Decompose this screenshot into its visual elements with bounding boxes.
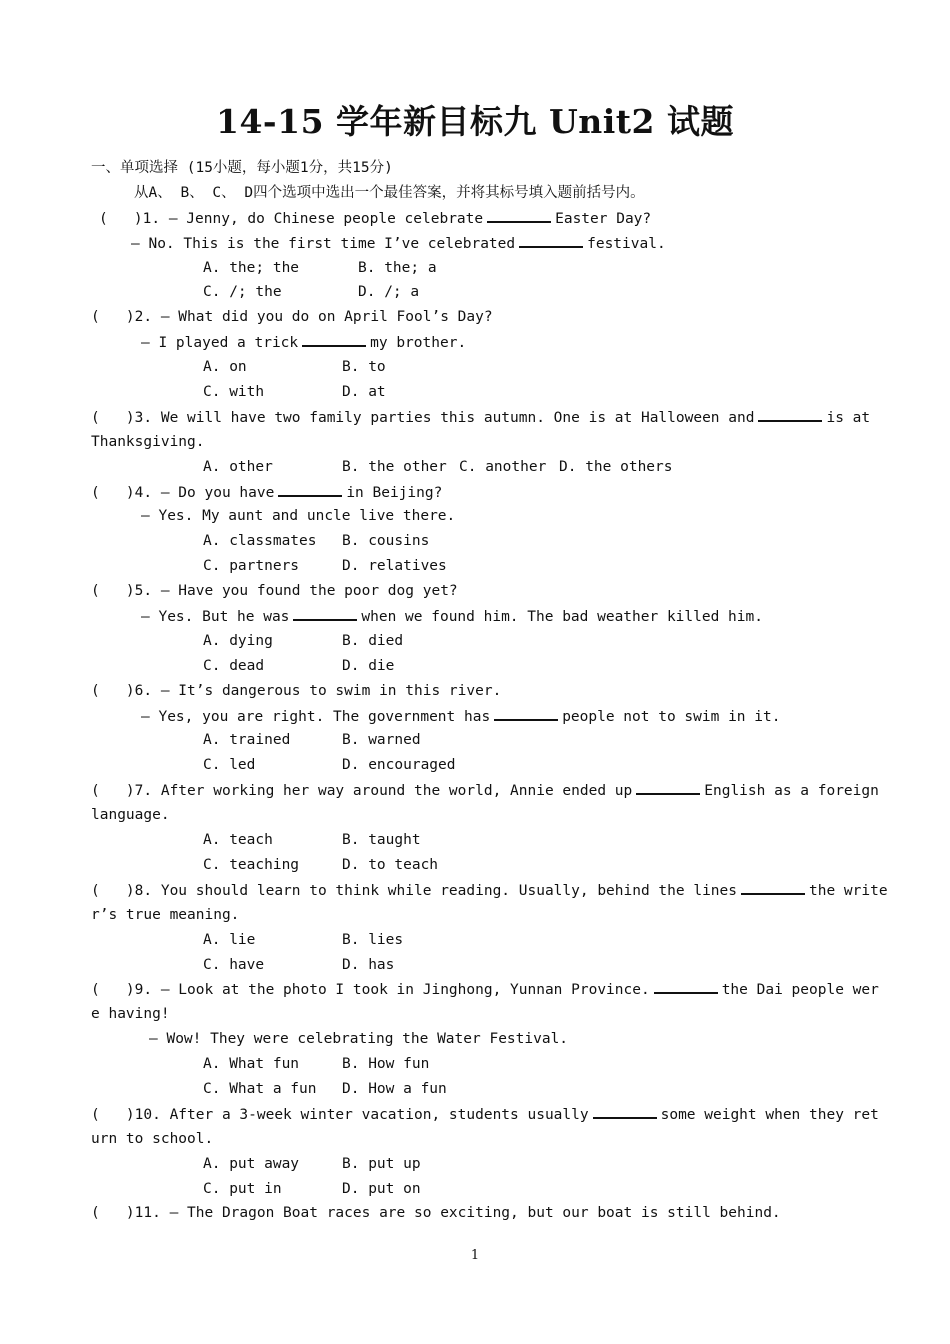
question-1-line2: [91, 231, 861, 256]
option-a: A. put away: [203, 1155, 300, 1172]
options-row: [91, 1177, 861, 1202]
instruction: 从A、 B、 C、 D四个选项中选出一个最佳答案，并将其标号填入题前括号内。: [134, 184, 645, 201]
question-1-line2-end: festival.: [587, 235, 666, 252]
option-a: A. the; the: [203, 259, 300, 276]
option-c: C. teaching: [203, 856, 300, 873]
options-row: [91, 828, 861, 853]
option-a: A. lie: [203, 931, 256, 948]
option-c: C. with: [203, 384, 265, 401]
question-2: ( )2. — What did you do on April Fool’s Day?: [91, 309, 493, 326]
question-2-line2-start: — I played a trick: [141, 335, 299, 352]
option-a: A. What fun: [203, 1056, 300, 1073]
option-a: A. trained: [203, 732, 291, 749]
option-a: A. classmates: [203, 533, 317, 550]
question-10-stem-end: some weight when they ret: [660, 1106, 879, 1123]
question-1: [91, 206, 861, 231]
question-3-line2: Thanksgiving.: [91, 433, 205, 450]
question-6-line2-start: — Yes, you are right. The government has: [141, 708, 491, 725]
option-d: D. has: [342, 956, 395, 973]
question-10-line2: urn to school.: [91, 1130, 214, 1147]
option-c: C. dead: [203, 657, 265, 674]
question-9: [91, 977, 879, 1002]
question-5-line2-start: — Yes. But he was: [141, 609, 290, 626]
option-c: C. partners: [203, 558, 300, 575]
question-4-stem-end: in Beijing?: [346, 484, 443, 501]
question-5-line2: [91, 604, 861, 629]
option-a: A. dying: [203, 632, 273, 649]
option-b: B. the other: [342, 458, 447, 475]
option-d: D. the others: [559, 458, 673, 475]
question-9-line2: e having!: [91, 1006, 170, 1023]
question-8: [91, 878, 888, 903]
answer-blank: [293, 604, 357, 621]
options-row: [91, 280, 861, 305]
options-row: [91, 629, 861, 654]
question-1-stem-end: Easter Day?: [555, 210, 652, 227]
answer-blank: [654, 977, 718, 994]
question-1-line2-start: — No. This is the first time I’ve celebrated: [131, 235, 516, 252]
option-d: D. How a fun: [342, 1080, 447, 1097]
option-a: A. on: [203, 359, 247, 376]
options-row: [91, 728, 861, 753]
option-c: C. put in: [203, 1180, 282, 1197]
options-row: [91, 1077, 861, 1102]
question-7-stem-end: English as a foreign: [704, 783, 879, 800]
page-title: 14-15 学年新目标九 Unit2 试题: [215, 102, 735, 141]
options-row: [91, 455, 861, 480]
question-4: [91, 480, 861, 505]
options-row: [91, 853, 861, 878]
question-7: [91, 778, 879, 803]
page-number: 1: [470, 1248, 480, 1263]
question-6-line2-end: people not to swim in it.: [562, 708, 781, 725]
answer-blank: [519, 231, 583, 248]
question-10: [91, 1102, 879, 1127]
answer-blank: [302, 330, 366, 347]
options-row: [91, 654, 861, 679]
answer-blank: [741, 878, 805, 895]
option-b: B. How fun: [342, 1056, 430, 1073]
option-c: C. What a fun: [203, 1080, 317, 1097]
options-row: [91, 1052, 861, 1077]
option-d: D. encouraged: [342, 757, 456, 774]
option-d: D. at: [342, 384, 386, 401]
question-list: [91, 156, 888, 1226]
question-8-stem-end: the write: [809, 882, 888, 899]
answer-blank: [494, 704, 558, 721]
option-b: B. cousins: [342, 533, 430, 550]
option-c: C. have: [203, 956, 265, 973]
answer-blank: [487, 206, 551, 223]
options-row: [91, 1152, 861, 1177]
question-3: [91, 405, 871, 430]
question-9-stem: ( )9. — Look at the photo I took in Jinghong, Yunnan Province.: [91, 982, 650, 999]
question-11: ( )11. — The Dragon Boat races are so exciting, but our boat is still behind.: [91, 1205, 781, 1222]
question-4-line2: — Yes. My aunt and uncle live there.: [141, 508, 456, 525]
question-9-stem-end: the Dai people wer: [721, 982, 879, 999]
question-3-stem: ( )3. We will have two family parties this autumn. One is at Halloween and: [91, 409, 755, 426]
answer-blank: [636, 778, 700, 795]
question-10-stem: ( )10. After a 3-week winter vacation, students usually: [91, 1106, 589, 1123]
option-a: A. other: [203, 458, 273, 475]
question-5: ( )5. — Have you found the poor dog yet?: [91, 583, 458, 600]
question-8-line2: r’s true meaning.: [91, 906, 240, 923]
option-c: C. /; the: [203, 284, 282, 301]
question-7-line2: language.: [91, 807, 170, 824]
options-row: [91, 256, 861, 281]
options-row: [91, 380, 861, 405]
section-heading: 一、单项选择 (15小题，每小题1分，共15分): [91, 160, 393, 176]
question-3-stem-end: is at: [826, 409, 871, 426]
option-b: B. to: [342, 359, 386, 376]
option-b: B. put up: [342, 1155, 421, 1172]
options-row: [91, 554, 861, 579]
option-c: C. led: [203, 757, 256, 774]
answer-blank: [593, 1102, 657, 1119]
option-b: B. the; a: [358, 259, 437, 276]
options-row: [91, 355, 861, 380]
option-c: C. another: [459, 458, 547, 475]
question-7-stem: ( )7. After working her way around the world, Annie ended up: [91, 783, 633, 800]
question-8-stem: ( )8. You should learn to think while reading. Usually, behind the lines: [91, 882, 738, 899]
question-6: ( )6. — It’s dangerous to swim in this river.: [91, 682, 502, 699]
option-d: D. die: [342, 657, 395, 674]
question-2-line2: [91, 330, 861, 355]
question-4-stem: ( )4. — Do you have: [91, 484, 275, 501]
option-d: D. put on: [342, 1180, 421, 1197]
answer-blank: [758, 405, 822, 422]
option-b: B. warned: [342, 732, 421, 749]
question-9-line3: — Wow! They were celebrating the Water Festival.: [149, 1031, 569, 1048]
question-5-line2-end: when we found him. The bad weather killed him.: [361, 609, 763, 626]
options-row: [91, 928, 861, 953]
option-b: B. taught: [342, 832, 421, 849]
option-d: D. /; a: [358, 284, 420, 301]
answer-blank: [278, 480, 342, 497]
question-1-stem: ( )1. — Jenny, do Chinese people celebrate: [99, 210, 484, 227]
options-row: [91, 953, 861, 978]
option-b: B. lies: [342, 931, 404, 948]
options-row: [91, 529, 861, 554]
option-d: D. relatives: [342, 558, 447, 575]
options-row: [91, 753, 861, 778]
question-6-line2: [91, 704, 861, 729]
option-a: A. teach: [203, 832, 273, 849]
option-d: D. to teach: [342, 856, 439, 873]
option-b: B. died: [342, 632, 404, 649]
question-2-line2-end: my brother.: [370, 335, 467, 352]
